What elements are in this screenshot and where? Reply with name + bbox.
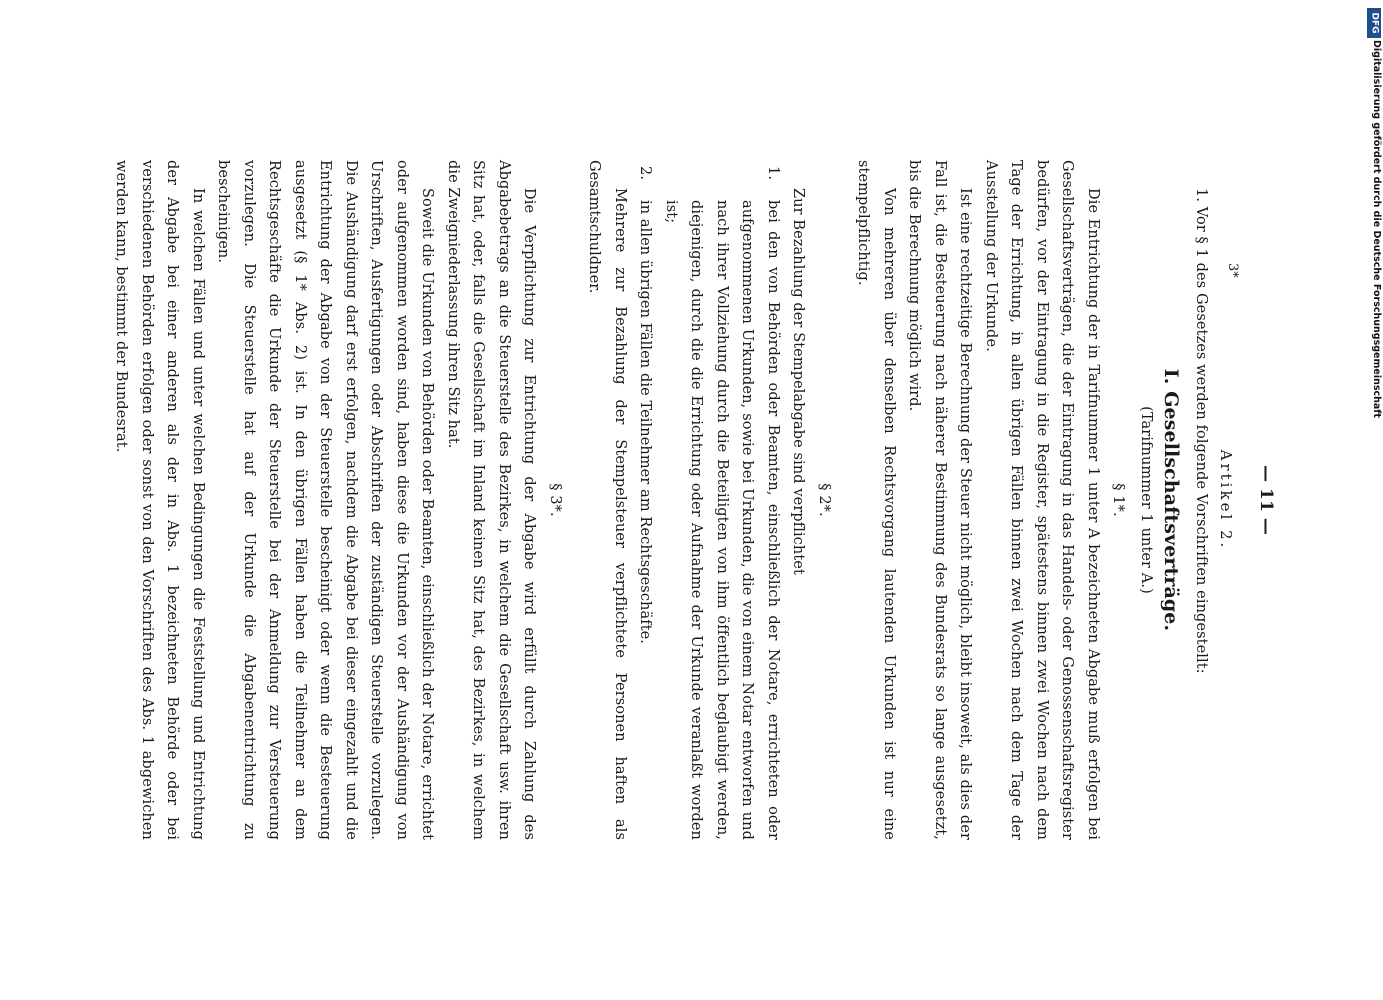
paragraph-3-text-2: Soweit die Urkunden von Behörden oder Beamten, einschließlich der Notare, errichtet oder aufgenommen worden sind, haben diese die Urkunden vor der Aushändigung von Urschriften, Ausfertigungen oder Abschriften der zuständigen Steuerstelle vorzulegen. Die Aushändigung darf erst erfolgen, nachdem die Abgabe bei dieser eingezahlt und die Entrichtung der Abgabe von der Steuerstelle bescheinigt oder wenn die Besteuerung ausgesetzt (§ 1* Abs. 2) ist. In den übrigen Fällen haben die Teilnehmer an dem Rechtsgeschäfte die Urkunde der Steuerstelle bei der Anmeldung zur Versteuerung vorzulegen. Die Steuerstelle hat auf der Urkunde die Abgabenentrichtung zu bescheinigen. xyxy=(215,160,436,840)
intro-line: 1. Vor § 1 des Gesetzes werden folgende Vorschriften eingestellt: xyxy=(1193,188,1209,674)
paragraph-1-text-1: Die Entrichtung der in Tarifnummer 1 unter A bezeichneten Abgabe muß erfolgen bei Gesellschaftsverträgen, die der Eintragung in das Handels- oder Genossenschaftsregister bedürfen, vor der Eintragung in die Register, spätestens binnen zwei Wochen nach dem Tage der Errichtung, in allen übrigen Fällen binnen zwei Wochen nach dem Tage der Ausstellung der Urkunde. xyxy=(983,160,1101,840)
paragraph-2-list xyxy=(632,160,785,840)
list-item-text: bei den von Behörden oder Beamten, einschließlich der Notare, errichteten oder aufgenommenen Urkunden, sowie bei Urkunden, die von einem Notar entworfen und nach ihrer Vollziehung durch die Beteiligten von ihm öffentlich beglaubigt werden, diejenigen, durch die die Errichtung oder Aufnahme der Urkunde veranlaßt worden ist; xyxy=(663,200,781,840)
paragraph-1-text-3: Von mehreren über denselben Rechtsvorgang lautenden Urkunden ist nur eine stempelpflichtig. xyxy=(855,160,897,840)
paragraph-2-heading: § 2*. xyxy=(816,483,832,517)
signature-mark: 3* xyxy=(1225,263,1240,278)
dfg-logo xyxy=(1367,8,1381,38)
digitization-credit: Digitalisierung gefördert durch die Deutsche Forschungsgemeinschaft xyxy=(1371,40,1382,418)
paragraph-1-text-2: Ist eine rechtzeitige Berechnung der Steuer nicht möglich, bleibt insoweit, als dies der Fall ist, die Besteuerung nach näherer Bestimmung des Bundesrats so lange ausgesetzt, bis die Berechnung möglich wird. xyxy=(906,160,974,840)
tarif-note: (Tarifnummer 1 unter A.) xyxy=(1138,406,1154,594)
list-item-text: in allen übrigen Fällen die Teilnehmer am Rechtsgeschäfte. xyxy=(637,200,654,645)
dfg-logo-text: DFG xyxy=(1369,12,1380,34)
article-heading: Artikel 2. xyxy=(1217,449,1236,551)
paragraph-3-text-3: In welchen Fällen und unter welchen Bedingungen die Feststellung und Entrichtung der Abgabe bei einer anderen als der in Abs. 1 bezeichneten Behörde oder bei verschiedenen Behörden erfolgen oder sonst von den Vorschriften des Abs. 1 abgewichen werden kann, bestimmt der Bundesrat. xyxy=(113,160,206,840)
paragraph-2-lead: Zur Bezahlung der Stempelabgabe sind verpflichtet xyxy=(790,188,807,575)
section-title: I. Gesellschaftsverträge. xyxy=(1160,368,1183,632)
rotated-page xyxy=(113,160,1280,840)
list-item xyxy=(632,160,658,840)
list-item-number: 1. xyxy=(765,166,781,181)
paragraph-3-heading: § 3*. xyxy=(547,483,563,517)
list-item xyxy=(658,160,786,840)
page-number: — 11 — xyxy=(1256,464,1276,536)
paragraph-3-text-1: Die Verpflichtung zur Entrichtung der Abgabe wird erfüllt durch Zahlung des Abgabebetrags an die Steuerstelle des Bezirkes, in welchem die Gesellschaft usw. ihren Sitz hat, oder, falls die Gesellschaft im Inland keinen Sitz hat, des Bezirkes, in welchem die Zweigniederlassung ihren Sitz hat. xyxy=(445,160,538,840)
list-item-number: 2. xyxy=(637,166,654,181)
paragraph-2-text-end: Mehrere zur Bezahlung der Stempelsteuer verpflichtete Personen haften als Gesamtschuldner. xyxy=(586,160,628,840)
paragraph-1-heading: § 1*. xyxy=(1110,483,1127,517)
